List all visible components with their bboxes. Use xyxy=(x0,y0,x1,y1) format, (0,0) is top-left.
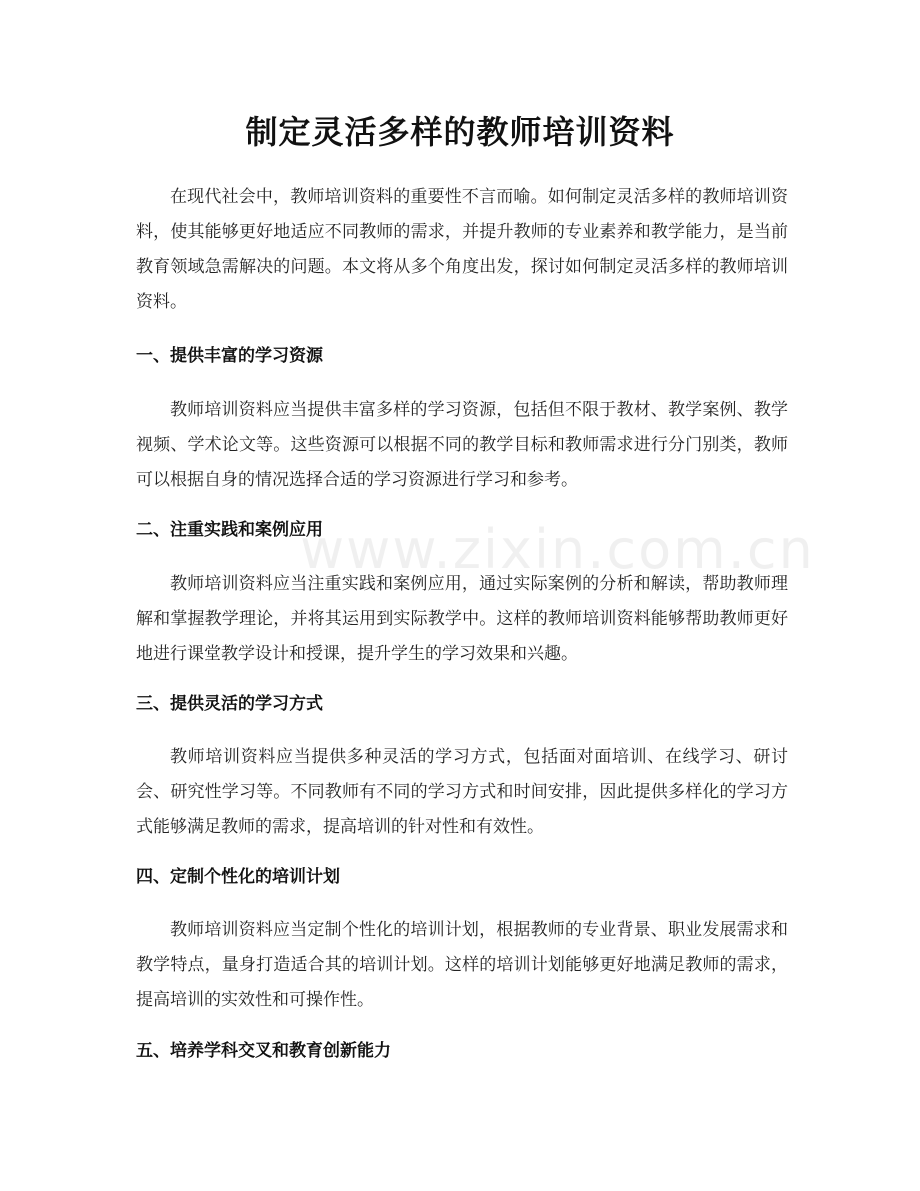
section-2-heading: 二、注重实践和案例应用 xyxy=(136,520,323,540)
document-title: 制定灵活多样的教师培训资料 xyxy=(245,113,675,151)
section-1-body: 教师培训资料应当提供丰富多样的学习资源，包括但不限于教材、教学案例、教学视频、学术论文等。这些资源可以根据不同的教学目标和教师需求进行分门别类，教师可以根据自身的情况选择合适的学习资源进行学习和参考。 xyxy=(136,400,788,490)
intro-paragraph: 在现代社会中，教师培训资料的重要性不言而喻。如何制定灵活多样的教师培训资料，使其能够更好地适应不同教师的需求，并提升教师的专业素养和教学能力，是当前教育领域急需解决的问题。本文将从多个角度出发，探讨如何制定灵活多样的教师培训资料。 xyxy=(136,187,788,312)
section-4-body: 教师培训资料应当定制个性化的培训计划，根据教师的专业背景、职业发展需求和教学特点，量身打造适合其的培训计划。这样的培训计划能够更好地满足教师的需求，提高培训的实效性和可操作性。 xyxy=(136,920,788,1010)
section-3-heading: 三、提供灵活的学习方式 xyxy=(136,694,323,714)
section-4-heading: 四、定制个性化的培训计划 xyxy=(136,867,340,887)
section-5-heading: 五、培养学科交叉和教育创新能力 xyxy=(136,1041,391,1061)
section-3-body: 教师培训资料应当提供多种灵活的学习方式，包括面对面培训、在线学习、研讨会、研究性学习等。不同教师有不同的学习方式和时间安排，因此提供多样化的学习方式能够满足教师的需求，提高培训的针对性和有效性。 xyxy=(136,747,788,837)
section-1-heading: 一、提供丰富的学习资源 xyxy=(136,346,323,366)
watermark-text: www.zixin.com.cn xyxy=(300,518,815,581)
section-2-body: 教师培训资料应当注重实践和案例应用，通过实际案例的分析和解读，帮助教师理解和掌握教学理论，并将其运用到实际教学中。这样的教师培训资料能够帮助教师更好地进行课堂教学设计和授课，提升学生的学习效果和兴趣。 xyxy=(136,574,788,664)
